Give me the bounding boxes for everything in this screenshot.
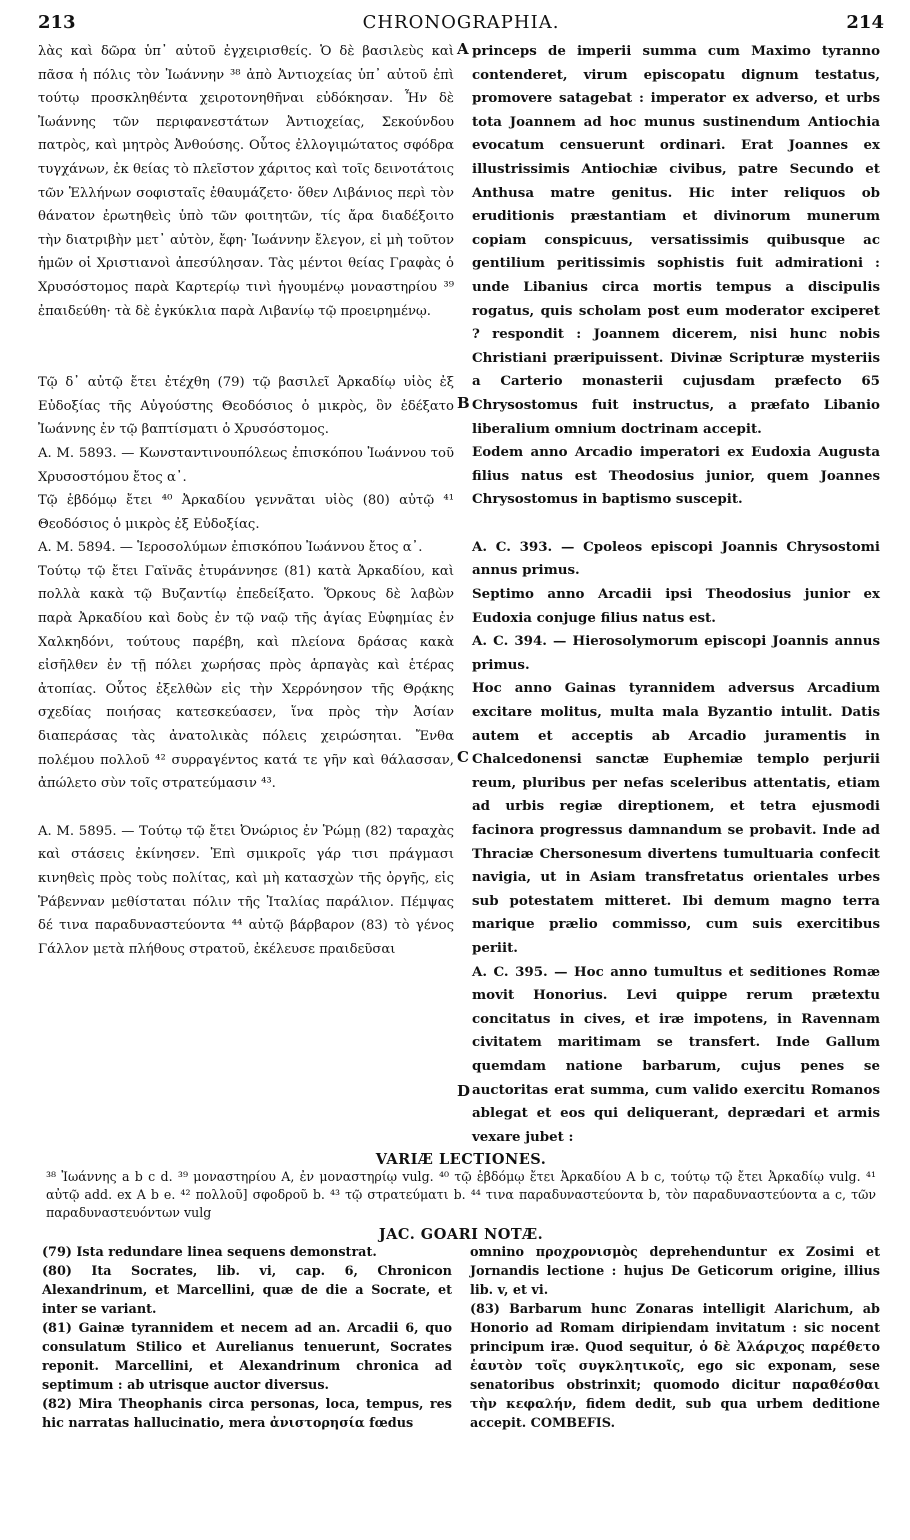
greek-column [38,40,454,1149]
page-number-right: 214 [846,12,884,33]
latin-paragraph: A. C. 395. — Hoc anno tumultus et seditiones Romæ movit Honorius. Levi quippe rerum prætextu concitatus in cives, et iræ impotens, in Ravennam civitatem maritimam se transfert. Inde Gallum quemdam natione barbarum, cujus penes se auctoritas erat summa, cum valido exercitu Romanos ablegat et eos qui deliquerant, deprædari et armis vexare jubet : [472,963,880,1145]
running-title: CHRONOGRAPHIA. [362,12,560,33]
main-text-columns [38,40,884,1149]
variae-lectiones-text: ³⁸ Ἰωάννης a b c d. ³⁹ μοναστηρίου A, ἐν μοναστηρίῳ vulg. ⁴⁰ τῷ ἑβδόμῳ ἔτει Ἀρκαδίου A b c, τούτῳ τῷ ἔτει Ἀρκαδίῳ vulg. ⁴¹ αὐτῷ add. ex A b e. ⁴² πολλοῦ] σφοδροῦ b. ⁴³ τῷ στρατεύματι b. ⁴⁴ τινα παραδυναστεύοντα b, τὸν παραδυναστεύοντα a c, τῶν παραδυναστευόντων vulg [46,1169,876,1221]
notae-title: JAC. GOARI NOTÆ. [378,1226,544,1244]
notae-columns [38,1243,884,1433]
greek-year-heading: A. M. 5893. — Κωνσταντινουπόλεως ἐπισκόπου Ἰωάννου τοῦ Χρυσοστόμου ἔτος α᾽. [38,445,454,485]
margin-letter-c: C [457,748,469,766]
note-item: (82) Mira Theophanis circa personas, loca, tempus, res hic narratas hallucinatio, mera ἀνιστορησία fœdus [42,1397,452,1432]
greek-paragraph: Τούτῳ τῷ ἔτει Γαϊνᾶς ἐτυράννησε (81) κατὰ Ἀρκαδίου, καὶ πολλὰ κακὰ τῷ Βυζαντίῳ ἐπεδείξατο. Ὅρκους δὲ λαβὼν παρὰ Ἀρκαδίου καὶ δοὺς ἐν τῷ ναῷ τῆς ἁγίας Εὐφημίας ἐν Χαλκηδόνι, τούτους παρέβη, καὶ πλείονα δράσας κακὰ εἰσῆλθεν ἐν τῇ πόλει χωρήσας πρὸς ἁρπαγὰς καὶ ἑτέρας ἀτοπίας. Οὗτος ἐξελθὼν εἰς τὴν Χερρόνησον τῆς Θρᾴκης σχεδίας ποιήσας κατεσκεύασεν, ἵνα πρὸς τὴν Ἀσίαν διαπεράσας τὰς ἀνατολικὰς πόλεις χειρώσηται. Ἔνθα πολέμου πολλοῦ ⁴² συρραγέντος κατά τε γῆν καὶ θάλασσαν, ἀπώλετο σὺν τοῖς στρατεύμασιν ⁴³. [38,563,454,792]
latin-paragraph: princeps de imperii summa cum Maximo tyranno contenderet, virum episcopatu dignum testatus, promovere satagebat : imperator ex adverso, et urbs tota Joannem ad hoc munus sustinendum Antiochia evocatum censuerunt ordinari. Erat Joannes ex illustrissimis Antiochiæ civibus, patre Secundo et Anthusa matre genitus. Hic inter reliquos ob eruditionis præstantiam et divinorum munerum copiam conspicuus, versatissimis quibusque ac gentilium peritissimis sophistis fuit admirationi : unde Libanius circa mortis tempus a discipulis rogatus, quis scholam post eum moderator exciperet ? respondit : Joannem dicerem, nisi hunc nobis Christiani præripuissent. Divinæ Scripturæ mysteriis a Carterio monasterii cujusdam præfecto 65 Chrysostomus fuit instructus, a præfato Libanio liberalium omnium doctrinam accepit. [472,43,880,437]
note-item: (80) Ita Socrates, lib. vi, cap. 6, Chronicon Alexandrinum, et Marcellini, quæ de die a Socrate, et inter se variant. [42,1264,452,1318]
note-item: (83) Barbarum hunc Zonaras intelligit Alarichum, ab Honorio ad Romam diripiendam invitatum : sic nocent principum iræ. Quod sequitur, ὁ δὲ Ἀλάριχος παρέθετο ἑαυτὸν τοῖς συγκλητικοῖς, ego sic exponam, sese senatoribus obstrinxit; quomodo dicitur παραθέσθαι τὴν κεφαλήν, fidem dedit, sub qua urbem deditione accepit. COMBEFIS. [470,1302,880,1432]
note-item: omnino προχρονισμὸς deprehenduntur ex Zosimi et Jornandis lectione : hujus De Geticorum origine, illius lib. v, et vi. [470,1245,880,1299]
latin-paragraph: Eodem anno Arcadio imperatori ex Eudoxia Augusta filius natus est Theodosius junior, quem Joannes Chrysostomus in baptismo suscepit. [472,444,880,508]
latin-paragraph: Hoc anno Gainas tyrannidem adversus Arcadium excitare molitus, multa mala Byzantio intulit. Datis autem et acceptis ab Arcadio juramentis in Chalcedonensi sanctæ Euphemiæ templo perjurii reum, pluribus per nefas sceleribus attentatis, etiam ad urbis regiæ direptionem, et tetra ejusmodi facinora progressus damnandum se probavit. Inde ad Thraciæ Chersonesum divertens tumultuaria confecit navigia, ut in Asiam transfretatus orientales urbes sub potestatem mitteret. Ibi demum magno terra marique prælio commisso, cum suis exercitibus periit. [472,680,880,956]
margin-letter-b: B [457,394,470,412]
latin-year-heading: A. C. 394. — Hierosolymorum episcopi Joannis annus primus. [472,633,880,673]
note-item: (79) Ista redundare linea sequens demonstrat. [42,1245,377,1261]
notae-left-column [42,1243,452,1433]
latin-paragraph: Septimo anno Arcadii ipsi Theodosius junior ex Eudoxia conjuge filius natus est. [472,586,880,626]
variae-lectiones-title: VARIÆ LECTIONES. [375,1151,547,1169]
greek-paragraph: A. M. 5895. — Τούτῳ τῷ ἔτει Ὀνώριος ἐν Ῥώμῃ (82) ταραχὰς καὶ στάσεις ἐκίνησεν. Ἐπὶ σμικροῖς γάρ τισι πράγμασι κινηθεὶς πρὸς τοὺς πολίτας, καὶ μὴ κατασχὼν τῆς ὀργῆς, εἰς Ῥάβενναν μεθίσταται πόλιν τῆς Ἰταλίας παράλιον. Πέμψας δέ τινα παραδυναστεύοντα ⁴⁴ αὐτῷ βάρβαρον (83) τὸ γένος Γάλλον μετὰ πλήθους στρατοῦ, ἐκέλευσε πραιδεῦσαι [38,823,454,957]
margin-letter-d: D [457,1082,471,1100]
page-header [38,12,884,38]
note-item: (81) Gainæ tyrannidem et necem ad an. Arcadii 6, quo consulatum Stilico et Aurelianus tenuerunt, Socrates reponit. Marcellini, et Alexandrinum chronica ad septimum : ab utrisque auctor diversus. [42,1321,452,1394]
greek-year-heading: A. M. 5894. — Ἱεροσολύμων ἐπισκόπου Ἰωάννου ἔτος α᾽. [38,540,423,556]
latin-year-heading: A. C. 393. — Cpoleos episcopi Joannis Chrysostomi annus primus. [472,538,880,579]
greek-paragraph: Τῷ ἑβδόμῳ ἔτει ⁴⁰ Ἀρκαδίου γεννᾶται υἱὸς (80) αὐτῷ ⁴¹ Θεοδόσιος ὁ μικρὸς ἐξ Εὐδοξίας. [38,493,454,532]
greek-paragraph: Τῷ δ᾽ αὐτῷ ἔτει ἐτέχθη (79) τῷ βασιλεῖ Ἀρκαδίῳ υἱὸς ἐξ Εὐδοξίας τῆς Αὐγούστης Θεοδόσιος ὁ μικρὸς, ὃν ἐδέξατο Ἰωάννης ἐν τῷ βαπτίσματι ὁ Χρυσόστομος. [38,375,454,438]
margin-letters [454,40,472,1149]
page-number-left: 213 [38,12,76,33]
notae-right-column [470,1243,880,1433]
margin-letter-a: A [457,40,469,58]
greek-paragraph: λὰς καὶ δῶρα ὑπ᾽ αὐτοῦ ἐγχειρισθείς. Ὁ δὲ βασιλεὺς καὶ πᾶσα ἡ πόλις τὸν Ἰωάννην ³⁸ ἀπὸ Ἀντιοχείας ὑπ᾽ αὐτοῦ ἐπὶ τούτῳ προσκληθέντα χειροτονηθῆναι εὐδόκησαν. Ἦν δὲ Ἰωάννης τῶν περιφανεστάτων Ἀντιοχείας, Σεκούνδου πατρὸς, καὶ μητρὸς Ἀνθούσης. Οὗτος ἐλλογιμώτατος σφόδρα τυγχάνων, ἐκ θείας τὸ πλεῖστον χάριτος καὶ τοῖς δεινοτάτοις τῶν Ἑλλήνων σοφισταῖς ἐθαυμάζετο· ὅθεν Λιβάνιος περὶ τὸν θάνατον ἐρωτηθεὶς ὑπὸ τῶν φοιτητῶν, τίς ἄρα διαδέξοιτο τὴν διατριβὴν μετ᾽ αὐτὸν, ἔφη· Ἰωάννην ἔλεγον, εἰ μὴ τοῦτον ἡμῶν οἱ Χριστιανοὶ ἀπεσύλησαν. Τὰς μέντοι θείας Γραφὰς ὁ Χρυσόστομος παρὰ Καρτερίῳ τινὶ ἡγουμένῳ μοναστηρίου ³⁹ ἐπαιδεύθη· τὰ δὲ ἐγκύκλια παρὰ Λιβανίῳ τῷ προειρημένῳ. [38,44,454,319]
latin-column [472,40,880,1149]
